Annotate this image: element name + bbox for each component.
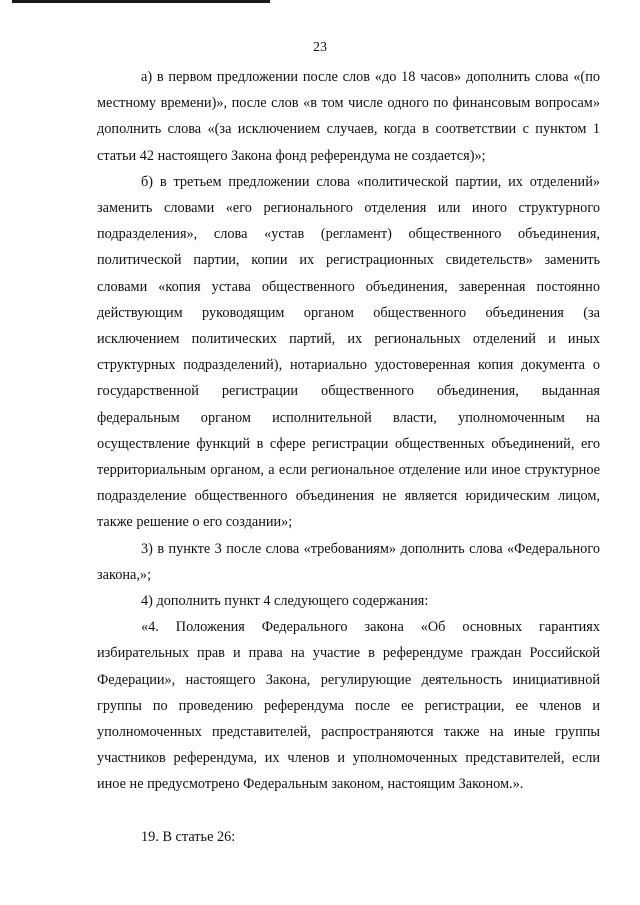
- paragraph-3: 3) в пункте 3 после слова «требованиям» дополнить слова «Федерального закона,»;: [97, 540, 600, 583]
- paragraph-spacer: [97, 798, 600, 824]
- page-number: 23: [313, 40, 327, 55]
- paragraph-4-text: «4. Положения Федерального закона «Об основных гарантиях избирательных прав и права на участие в референдуме граждан Российской Федерации», настоящего Закона, регулирующие деятельность инициативной группы по проведению референдума после ее регистрации, ее членов и уполномоченных представителей, распространяются также на иные группы участников референдума, их членов и уполномоченных представителей, если иное не предусмотрено Федеральным законом, настоящим Законом.».: [97, 619, 600, 793]
- paragraph-a: а) в первом предложении после слов «до 18 часов» дополнить слова «(по местному времени)», после слов «в том числе одного по финансовым вопросам» дополнить слова «(за исключением случаев, когда в соответствии с пунктом 1 статьи 42 настоящего Закона фонд референдума не создается)»;: [97, 69, 600, 164]
- paragraph-4: 4) дополнить пункт 4 следующего содержания:: [141, 593, 429, 610]
- paragraph-19: 19. В статье 26:: [141, 828, 236, 845]
- document-body: [97, 64, 600, 850]
- paragraph-b: б) в третьем предложении слова «политической партии, их отделений» заменить словами «его регионального отделения или иного структурного подразделения», слова «устав (регламент) общественного объединения, политической партии, копии их регистрационных свидетельств» заменить словами «копия устава общественного объединения, заверенная постоянно действующим руководящим органом общественного объединения (за исключением политических партий, их региональных отделений и иных структурных подразделений), нотариально удостоверенная копия документа о государственной регистрации общественного объединения, выданная федеральным органом исполнительной власти, уполномоченным на осуществление функций в сфере регистрации общественных объединений, его территориальным органом, а если региональное отделение или иное структурное подразделение общественного объединения не является юридическим лицом, также решение о его создании»;: [97, 173, 600, 531]
- top-rule: [12, 0, 270, 3]
